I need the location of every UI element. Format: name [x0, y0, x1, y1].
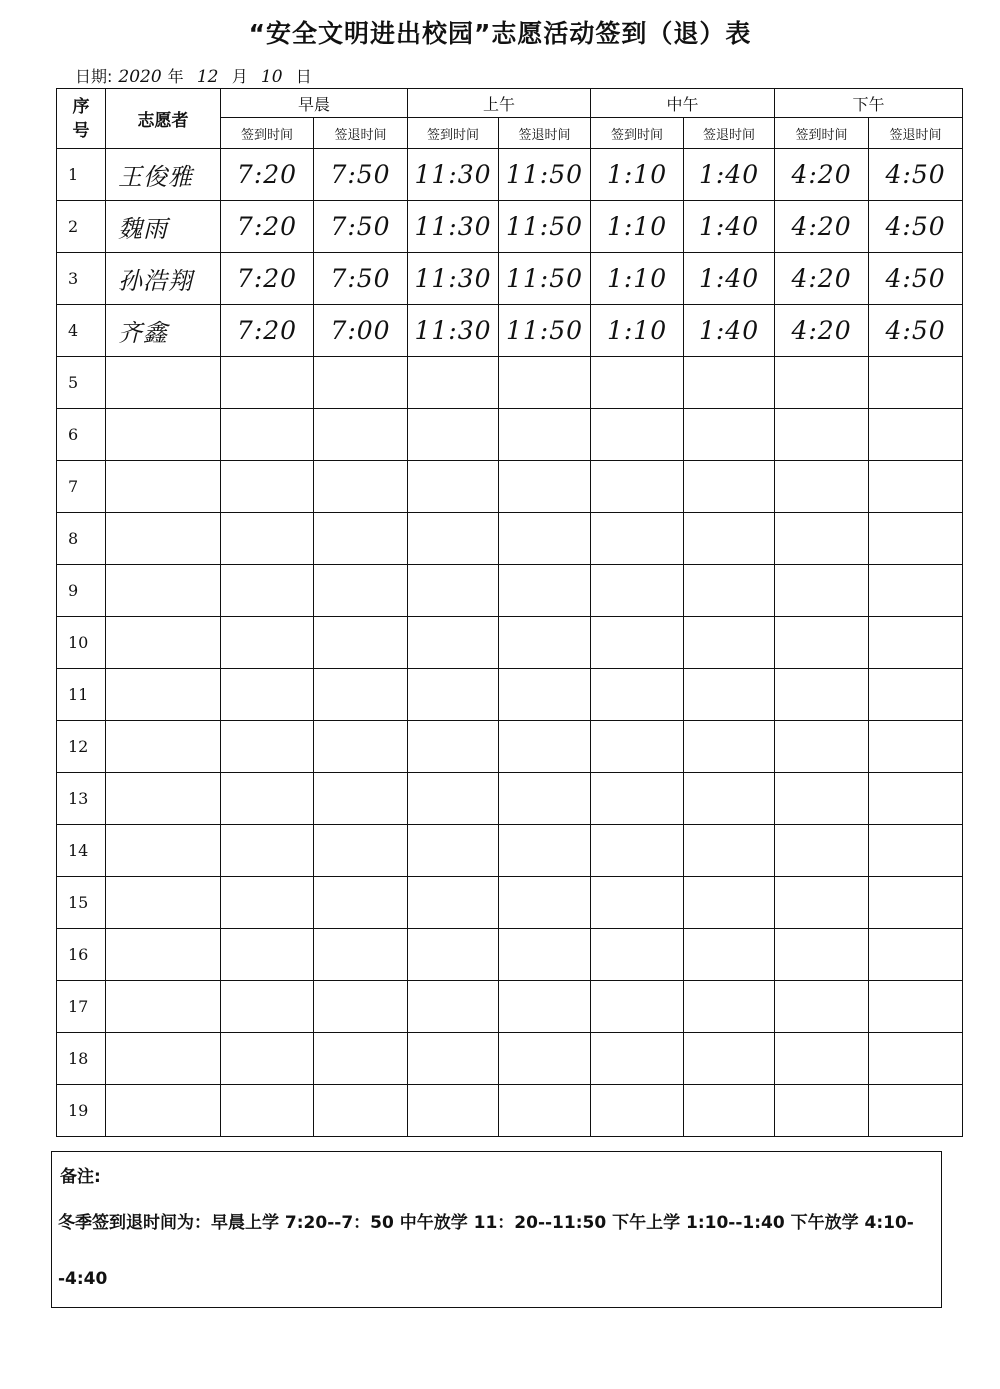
date-month: 12 [196, 67, 219, 87]
sign-in-time [775, 1085, 869, 1137]
sign-in-time: 7:20 [221, 149, 314, 201]
sign-out-time: 7:50 [314, 201, 408, 253]
volunteer-name [106, 1085, 221, 1137]
sign-in-time [775, 409, 869, 461]
sign-in-time [221, 773, 314, 825]
sign-out-time [869, 721, 963, 773]
sign-out-time: 11:50 [499, 253, 591, 305]
sign-in-time: 1:10 [591, 305, 684, 357]
sign-out-time [869, 825, 963, 877]
sign-in-time [408, 565, 499, 617]
sign-in-time [775, 773, 869, 825]
date-year-unit: 年 [167, 67, 184, 86]
sign-in-time [408, 409, 499, 461]
sign-in-time [591, 513, 684, 565]
sign-in-time [408, 617, 499, 669]
sign-out-time [499, 1033, 591, 1085]
sign-out-time [684, 1085, 775, 1137]
sign-in-time [591, 877, 684, 929]
header-period-afternoon: 下午 [775, 89, 963, 118]
row-number: 9 [57, 565, 106, 617]
sign-out-time [869, 513, 963, 565]
remarks-text: 冬季签到退时间为：早晨上学 7:20--7：50 中午放学 11：20--11:50 下午上学 1:10--1:40 下午放学 4:10--4:40 [58, 1213, 914, 1289]
sign-out-time: 11:50 [499, 149, 591, 201]
sign-out-time [684, 461, 775, 513]
sign-out-time [499, 721, 591, 773]
sign-in-time [591, 929, 684, 981]
sign-out-time [499, 825, 591, 877]
sign-in-time [591, 773, 684, 825]
row-number: 12 [57, 721, 106, 773]
sign-in-time [591, 669, 684, 721]
table-row [57, 617, 963, 669]
volunteer-name [106, 1033, 221, 1085]
sign-in-time [408, 357, 499, 409]
sign-out-time [499, 929, 591, 981]
sign-out-time: 4:50 [869, 253, 963, 305]
sign-out-time [869, 877, 963, 929]
sign-out-time [684, 1033, 775, 1085]
row-number: 16 [57, 929, 106, 981]
sign-out-time [314, 461, 408, 513]
sign-out-time [499, 617, 591, 669]
header-sign-in: 签到时间 [408, 118, 499, 149]
header-volunteer: 志愿者 [106, 89, 221, 149]
sign-in-time [408, 877, 499, 929]
sign-in-time: 4:20 [775, 201, 869, 253]
sign-out-time [314, 825, 408, 877]
sign-out-time: 7:00 [314, 305, 408, 357]
sign-out-time [499, 1085, 591, 1137]
sign-in-time [591, 1085, 684, 1137]
sign-out-time [314, 721, 408, 773]
sign-out-time: 11:50 [499, 201, 591, 253]
row-number: 14 [57, 825, 106, 877]
table-row [57, 669, 963, 721]
sign-in-time [591, 461, 684, 513]
row-number: 10 [57, 617, 106, 669]
sign-out-time [869, 1033, 963, 1085]
sign-in-time [591, 981, 684, 1033]
sign-in-time [775, 357, 869, 409]
sign-in-time [408, 669, 499, 721]
sign-out-time: 11:50 [499, 305, 591, 357]
sign-out-time [684, 929, 775, 981]
header-sign-in: 签到时间 [221, 118, 314, 149]
sign-out-time: 1:40 [684, 201, 775, 253]
table-row [57, 253, 963, 305]
volunteer-name: 王俊雅 [106, 149, 221, 201]
sign-out-time [314, 877, 408, 929]
sign-in-time [408, 461, 499, 513]
sign-in-time [221, 513, 314, 565]
row-number: 18 [57, 1033, 106, 1085]
sign-out-time [869, 773, 963, 825]
row-number: 11 [57, 669, 106, 721]
sign-out-time [314, 617, 408, 669]
volunteer-name [106, 357, 221, 409]
sign-out-time: 1:40 [684, 149, 775, 201]
sign-in-time [221, 357, 314, 409]
table-row [57, 721, 963, 773]
row-number: 6 [57, 409, 106, 461]
sign-out-time: 4:50 [869, 201, 963, 253]
table-row [57, 305, 963, 357]
sign-in-time: 1:10 [591, 253, 684, 305]
sign-out-time [314, 1085, 408, 1137]
sign-in-time: 7:20 [221, 305, 314, 357]
header-sign-in: 签到时间 [591, 118, 684, 149]
table-row [57, 1085, 963, 1137]
sign-out-time [869, 981, 963, 1033]
header-index: 序号 [57, 89, 106, 149]
sign-out-time [499, 357, 591, 409]
sign-in-time [408, 981, 499, 1033]
sign-out-time [314, 669, 408, 721]
volunteer-name [106, 617, 221, 669]
sign-in-time: 11:30 [408, 253, 499, 305]
table-row [57, 513, 963, 565]
sign-out-time [869, 617, 963, 669]
sign-out-time [869, 409, 963, 461]
row-number: 8 [57, 513, 106, 565]
table-row [57, 825, 963, 877]
table-row [57, 201, 963, 253]
sign-in-time [591, 409, 684, 461]
table-body [57, 149, 963, 1137]
date-label: 日期: [75, 67, 113, 86]
volunteer-name [106, 981, 221, 1033]
sign-in-time [775, 565, 869, 617]
sign-in-time: 11:30 [408, 201, 499, 253]
sign-out-time [869, 929, 963, 981]
sign-in-time [221, 617, 314, 669]
sign-in-time: 11:30 [408, 305, 499, 357]
date-year: 2020 [118, 67, 162, 87]
header-sign-out: 签退时间 [499, 118, 591, 149]
sign-out-time: 4:50 [869, 149, 963, 201]
header-period-forenoon: 上午 [408, 89, 591, 118]
sign-in-time [775, 981, 869, 1033]
sign-in-time: 1:10 [591, 201, 684, 253]
date-day: 10 [260, 67, 283, 87]
sign-out-time [684, 721, 775, 773]
sign-out-time [869, 461, 963, 513]
sign-out-time [314, 929, 408, 981]
date-line [75, 64, 312, 87]
header-sign-out: 签退时间 [314, 118, 408, 149]
volunteer-name [106, 721, 221, 773]
form-title: “安全文明进出校园”志愿活动签到（退）表 [248, 19, 752, 48]
header-period-morning: 早晨 [221, 89, 408, 118]
sign-out-time: 7:50 [314, 149, 408, 201]
sign-in-time [408, 1085, 499, 1137]
sign-out-time [314, 357, 408, 409]
table-row [57, 409, 963, 461]
sign-out-time [499, 461, 591, 513]
sign-out-time [684, 877, 775, 929]
sign-in-time [775, 877, 869, 929]
sign-in-time [221, 825, 314, 877]
sign-in-time [408, 773, 499, 825]
sign-out-time [684, 409, 775, 461]
row-number: 7 [57, 461, 106, 513]
sign-out-time [499, 773, 591, 825]
sign-in-time [591, 721, 684, 773]
sign-in-time [221, 461, 314, 513]
sign-in-time [775, 721, 869, 773]
table-row [57, 877, 963, 929]
sign-in-time [408, 929, 499, 981]
row-number: 1 [57, 149, 106, 201]
table-row [57, 929, 963, 981]
sign-in-time [221, 1033, 314, 1085]
sign-in-time: 4:20 [775, 149, 869, 201]
sign-in-table [56, 88, 963, 1137]
volunteer-name [106, 409, 221, 461]
sign-in-time [775, 825, 869, 877]
volunteer-name [106, 565, 221, 617]
sign-out-time [314, 565, 408, 617]
row-number: 19 [57, 1085, 106, 1137]
remarks-label: 备注: [60, 1167, 101, 1187]
volunteer-name: 齐鑫 [106, 305, 221, 357]
sign-in-time: 11:30 [408, 149, 499, 201]
sign-in-time [221, 929, 314, 981]
sign-out-time [499, 877, 591, 929]
row-number: 2 [57, 201, 106, 253]
sign-out-time [499, 409, 591, 461]
header-sign-in: 签到时间 [775, 118, 869, 149]
sign-out-time [684, 565, 775, 617]
sign-out-time: 7:50 [314, 253, 408, 305]
sign-in-time [775, 461, 869, 513]
sign-in-time: 1:10 [591, 149, 684, 201]
sign-out-time: 1:40 [684, 253, 775, 305]
sign-out-time [499, 513, 591, 565]
row-number: 17 [57, 981, 106, 1033]
sign-in-time: 4:20 [775, 305, 869, 357]
table-row [57, 981, 963, 1033]
sign-out-time [684, 773, 775, 825]
sign-in-time [591, 357, 684, 409]
row-number: 3 [57, 253, 106, 305]
sign-in-time [775, 513, 869, 565]
sign-in-time [775, 617, 869, 669]
sign-out-time [869, 669, 963, 721]
sign-out-time [314, 513, 408, 565]
sign-out-time [499, 981, 591, 1033]
row-number: 15 [57, 877, 106, 929]
sign-in-time [591, 825, 684, 877]
row-number: 4 [57, 305, 106, 357]
volunteer-name [106, 929, 221, 981]
sign-out-time: 4:50 [869, 305, 963, 357]
sign-out-time [499, 565, 591, 617]
sign-in-time [221, 409, 314, 461]
sign-in-time: 7:20 [221, 201, 314, 253]
volunteer-name [106, 461, 221, 513]
sign-in-time [591, 1033, 684, 1085]
sign-in-time [221, 1085, 314, 1137]
date-day-unit: 日 [295, 67, 312, 86]
sign-in-time [408, 1033, 499, 1085]
table-row [57, 773, 963, 825]
row-number: 5 [57, 357, 106, 409]
header-period-noon: 中午 [591, 89, 775, 118]
sign-in-time [221, 877, 314, 929]
sign-out-time [684, 513, 775, 565]
sign-out-time [869, 357, 963, 409]
sign-in-time [221, 981, 314, 1033]
table-row [57, 149, 963, 201]
date-month-unit: 月 [231, 67, 248, 86]
sign-in-time [408, 513, 499, 565]
sign-out-time [684, 981, 775, 1033]
sign-out-time: 1:40 [684, 305, 775, 357]
sign-out-time [314, 981, 408, 1033]
sign-in-time [591, 565, 684, 617]
volunteer-name [106, 825, 221, 877]
volunteer-name [106, 513, 221, 565]
sign-out-time [499, 669, 591, 721]
table-row [57, 357, 963, 409]
remarks-box [51, 1151, 942, 1308]
sign-out-time [869, 565, 963, 617]
sign-in-time [775, 929, 869, 981]
sign-out-time [314, 1033, 408, 1085]
sign-out-time [684, 357, 775, 409]
row-number: 13 [57, 773, 106, 825]
sign-in-time [221, 565, 314, 617]
table-row [57, 1033, 963, 1085]
sign-out-time [684, 617, 775, 669]
sign-out-time [869, 1085, 963, 1137]
sign-out-time [314, 409, 408, 461]
sign-out-time [684, 669, 775, 721]
sign-in-time [408, 825, 499, 877]
sign-in-time: 4:20 [775, 253, 869, 305]
volunteer-name [106, 669, 221, 721]
volunteer-name [106, 877, 221, 929]
table-row [57, 461, 963, 513]
header-sign-out: 签退时间 [684, 118, 775, 149]
sign-in-time [775, 669, 869, 721]
sign-in-time [408, 721, 499, 773]
sign-out-time [314, 773, 408, 825]
volunteer-name: 魏雨 [106, 201, 221, 253]
sign-in-time [591, 617, 684, 669]
table-row [57, 565, 963, 617]
sign-in-time: 7:20 [221, 253, 314, 305]
header-sign-out: 签退时间 [869, 118, 963, 149]
sign-in-time [775, 1033, 869, 1085]
volunteer-name [106, 773, 221, 825]
volunteer-name: 孙浩翔 [106, 253, 221, 305]
sign-in-time [221, 721, 314, 773]
sign-in-time [221, 669, 314, 721]
sign-out-time [684, 825, 775, 877]
